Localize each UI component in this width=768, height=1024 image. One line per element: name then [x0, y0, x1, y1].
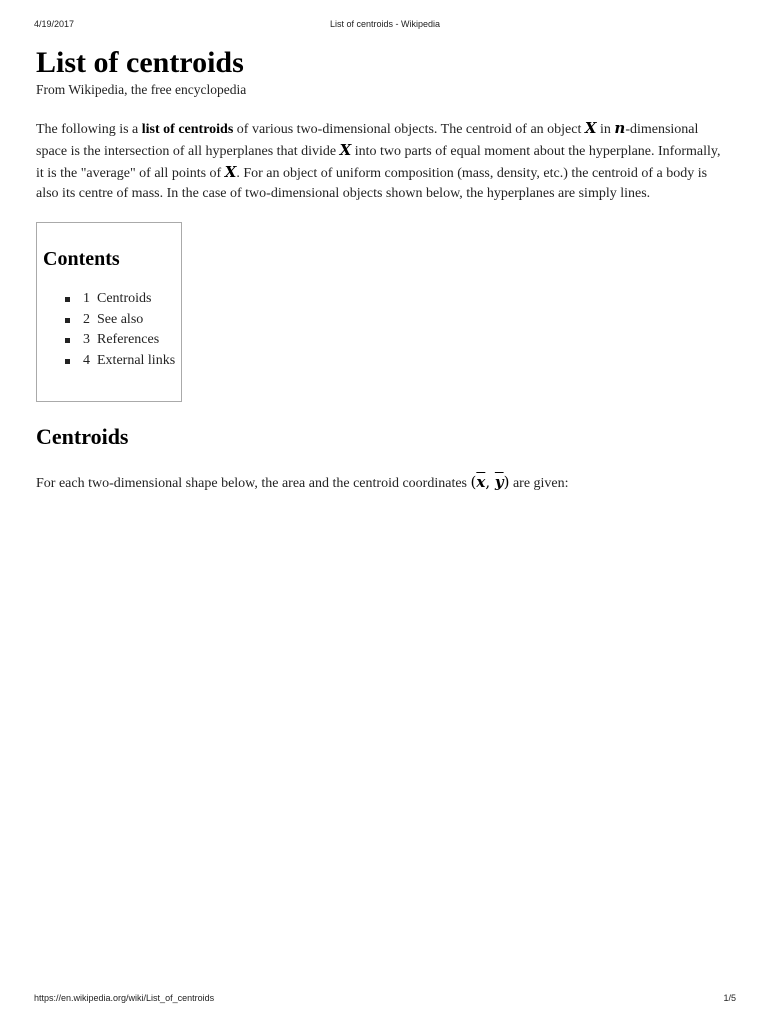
bullet-icon	[65, 297, 70, 302]
print-url: https://en.wikipedia.org/wiki/List_of_centroids	[34, 993, 215, 1003]
section-heading-centroids: Centroids	[36, 424, 129, 449]
math-var-x-2: X	[339, 141, 352, 159]
toc-item-label[interactable]: External links	[97, 352, 176, 368]
site-tagline: From Wikipedia, the free encyclopedia	[36, 82, 247, 97]
print-page-number: 1/5	[723, 993, 736, 1003]
toc-list	[43, 289, 181, 371]
intro-text-6: . For an object of uniform composition (mass, density, etc.) the centroid of a body is also its centre of mass. In the case of two-dimensional objects shown below, the hyperplanes are simply lines.	[36, 166, 708, 201]
centroids-text: For each two-dimensional shape below, the area and the centroid coordinates	[36, 476, 471, 491]
toc-item-number: 2	[83, 311, 90, 327]
intro-text-2: of various two-dimensional objects. The centroid of an object	[233, 122, 585, 137]
toc-item-see-also[interactable]	[43, 310, 181, 331]
toc-item-references[interactable]	[43, 330, 181, 351]
coord-y-bar: $\overline{y}$	[494, 473, 504, 491]
toc-item-label[interactable]: References	[97, 332, 160, 347]
math-var-n: n	[614, 119, 626, 137]
toc-title: Contents	[43, 248, 120, 270]
toc-item-number: 1	[83, 291, 90, 306]
toc-item-number: 3	[83, 332, 90, 347]
centroids-text-end: are given:	[509, 476, 569, 491]
coord-x-bar: $\overline{x}$	[476, 473, 486, 491]
centroid-coordinates-formula	[471, 473, 510, 491]
intro-text-4: -dimensional space is the intersection of all hyperplanes that divide	[36, 122, 699, 159]
intro-text-5: into two parts of equal moment about the hyperplane. Informally, it is the "average" of all points of	[36, 144, 721, 181]
bullet-icon	[65, 359, 70, 364]
toc-item-label[interactable]: See also	[97, 311, 144, 327]
math-var-x-3: X	[224, 163, 237, 181]
table-of-contents	[36, 222, 182, 402]
toc-item-centroids[interactable]	[43, 289, 181, 310]
intro-paragraph	[36, 118, 726, 204]
intro-bold-link[interactable]: list of centroids	[141, 122, 234, 137]
intro-text-3: in	[596, 122, 615, 137]
coord-open-paren: (	[470, 473, 477, 491]
print-page-title: List of centroids - Wikipedia	[329, 19, 441, 29]
coord-close-paren: )	[503, 473, 510, 491]
bullet-icon	[65, 318, 70, 323]
toc-item-number: 4	[83, 352, 90, 368]
toc-item-label[interactable]: Centroids	[97, 291, 152, 306]
toc-item-external-links[interactable]	[43, 351, 181, 372]
centroids-intro-text	[36, 472, 726, 494]
print-date: 4/19/2017	[34, 19, 75, 29]
article-content	[36, 44, 726, 494]
page-title: List of centroids	[36, 46, 244, 79]
math-var-x: X	[584, 119, 597, 137]
coord-separator: ,	[485, 473, 495, 491]
intro-text-1: The following is a	[36, 122, 142, 137]
bullet-icon	[65, 338, 70, 343]
